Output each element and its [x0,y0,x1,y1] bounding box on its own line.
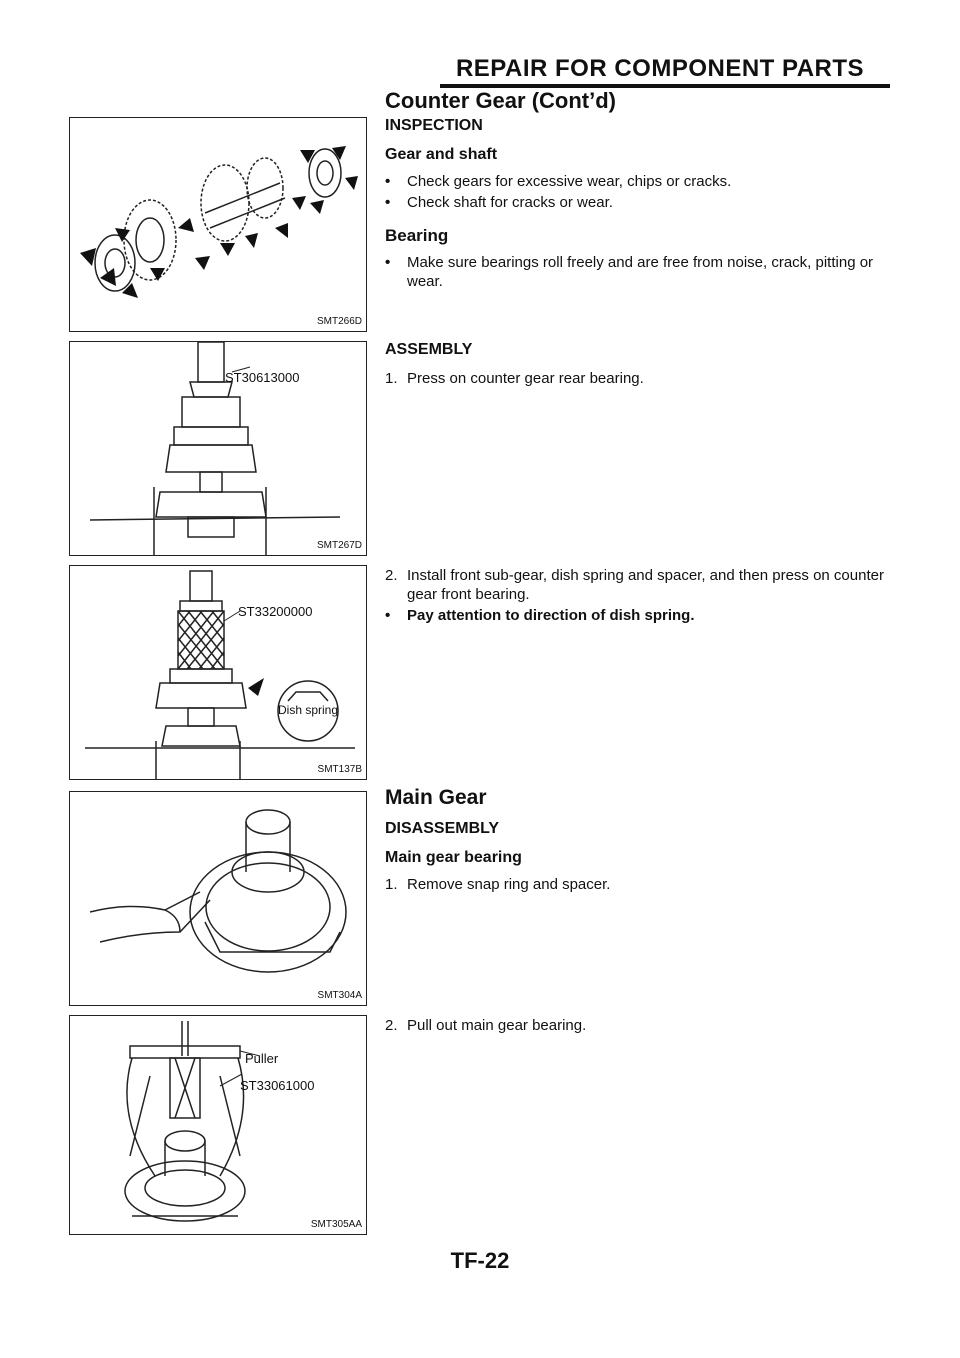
press-rear-bearing-illustration [70,342,367,556]
step-number: 2. [385,1017,398,1034]
tool-label: ST33200000 [238,604,313,619]
main-gear-heading: Main Gear [385,786,487,809]
puller-label: Puller [245,1051,279,1066]
dish-spring-callout: Dish spring [278,703,339,717]
bearing-heading: Bearing [385,226,449,245]
figure-code: SMT137B [317,764,362,775]
step-text: Install front sub-gear, dish spring and spacer, and then press on counter gear front bearing. [407,567,884,603]
step-item [385,1016,895,1035]
assembly-heading: ASSEMBLY [385,341,473,358]
figure-exploded-gear [69,117,367,332]
figure-press-rear-bearing [69,341,367,556]
bullet-mark: • [385,607,391,624]
press-front-bearing-illustration [70,566,367,780]
tool-label: ST30613000 [225,370,300,385]
bullet-mark: • [385,173,391,190]
figure-remove-snap-ring [69,791,367,1006]
remove-snap-ring-illustration [70,792,367,1006]
bullet-item [385,606,895,625]
step-item [385,566,895,604]
exploded-gear-illustration [70,118,367,332]
bullet-mark: • [385,254,391,271]
section-subtitle: Counter Gear (Cont’d) [385,88,616,113]
bullet-mark: • [385,194,391,211]
bullet-text: Check shaft for cracks or wear. [407,194,613,211]
bullet-text: Check gears for excessive wear, chips or cracks. [407,173,732,190]
page-header-title: REPAIR FOR COMPONENT PARTS [455,55,865,82]
bullet-item [385,172,895,191]
step-text: Remove snap ring and spacer. [407,876,611,893]
main-gear-step2 [385,1016,895,1037]
bullet-item [385,253,895,291]
tool-label: ST33061000 [240,1078,315,1093]
figure-puller [69,1015,367,1235]
figure-code: SMT304A [317,990,362,1001]
bullet-text: Make sure bearings roll freely and are free from noise, crack, pitting or wear. [407,254,874,290]
puller-illustration [70,1016,367,1235]
figure-press-front-bearing [69,565,367,780]
figure-code: SMT266D [316,316,362,327]
step-number: 1. [385,876,398,893]
note-text: Pay attention to direction of dish spring. [407,607,695,624]
page-number: TF-22 [450,1248,510,1273]
inspection-section [385,116,895,293]
step-item [385,875,895,894]
gear-shaft-heading: Gear and shaft [385,146,498,163]
main-gear-bearing-heading: Main gear bearing [385,849,522,866]
inspection-heading: INSPECTION [385,117,483,134]
step-number: 1. [385,370,398,387]
step-text: Press on counter gear rear bearing. [407,370,644,387]
disassembly-heading: DISASSEMBLY [385,820,500,837]
bullet-item [385,193,895,212]
step-text: Pull out main gear bearing. [407,1017,587,1034]
figure-code: SMT267D [316,540,362,551]
assembly-section [385,340,895,390]
main-gear-section [385,788,895,896]
assembly-step2 [385,566,895,627]
step-number: 2. [385,567,398,584]
figure-code: SMT305AA [310,1219,362,1230]
step-item [385,369,895,388]
